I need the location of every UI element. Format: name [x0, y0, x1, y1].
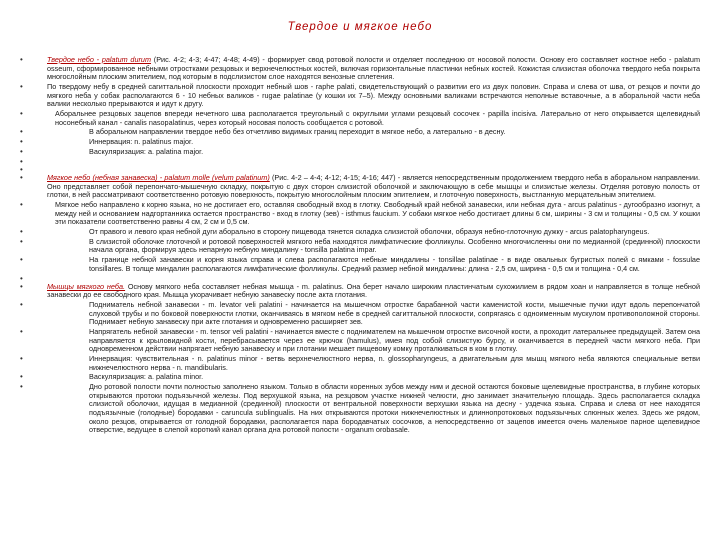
- paragraph: [20, 383, 700, 435]
- paragraph: [20, 201, 700, 227]
- paragraph-body: Основу мягкого неба составляет небная мышца - m. palatinus. Она берет начало широким пластинчатым сухожилием в рядом хоан и направляется в толще небной занавески до ее свободного края. Мышца укорачивает небную занавеску после акта глотания.: [47, 281, 700, 300]
- paragraph: [20, 275, 700, 282]
- bullet-marker: •: [20, 273, 23, 283]
- bullet-marker: •: [20, 108, 23, 118]
- bullet-marker: •: [20, 55, 23, 64]
- paragraph-text: [47, 174, 700, 200]
- paragraph-text: [47, 283, 700, 300]
- empty-line: [47, 158, 700, 165]
- bullet-marker: •: [20, 156, 23, 166]
- bullet-marker: •: [20, 382, 23, 392]
- paragraph-text: [89, 328, 700, 354]
- section-heading: Мышцы мягкого неба.: [47, 281, 126, 291]
- bullet-marker: •: [20, 137, 23, 147]
- paragraph: [20, 256, 700, 273]
- document-body: [20, 56, 700, 436]
- bullet-marker: •: [20, 236, 23, 246]
- paragraph-body: В слизистой оболочке глоточной и ротовой поверхностей мягкого неба находятся лимфатические фолликулы. Особенно многочисленны они по медианной (срединной) плоскости начала органа, формируя здесь непарную небную миндалину - tonsilla palatina impar.: [89, 236, 700, 255]
- paragraph-text: [47, 56, 700, 82]
- bullet-marker: •: [20, 281, 23, 291]
- paragraph-text: [89, 228, 700, 237]
- paragraph: [20, 238, 700, 255]
- paragraph: [20, 355, 700, 372]
- paragraph-text: [89, 355, 700, 372]
- paragraph-text: [89, 373, 700, 382]
- bullet-marker: •: [20, 81, 23, 91]
- bullet-marker: •: [20, 354, 23, 363]
- paragraph: [20, 148, 700, 157]
- paragraph-body: В аборальном направлении твердое небо без отчетливо видимых границ переходит в мягкое небо, а латерально - в десну.: [89, 127, 506, 137]
- paragraph-body: Дно ротовой полости почти полностью заполнено языком. Только в области коренных зубов между ним и десной остаются боковые щелевидные пространства, в глубине которых открываются протоки подъязычной железы. Под верхушкой языка, на резцовом участке нижней челюсти, дно занимает значительную площадь. Здесь располагается складка слизистой оболочки, идущая в медианной (срединной) плоскости от вентральной поверхности верхушки языка на десну - уздечка языка. Справа и слева от нее находятся подъязычные (голодные) бородавки - caruncula sublingualis. На них открываются протоки нижнечелюстных и длиннопротоковых подъязычных слюнных желез. Здесь же рядом, около резцов, открывается от голодной бородавки, располагается пара бородавчатых сосочков, а непосредственно от зацепов имеется очень маленькое парное щелевидное отверстие, ведущее в слепой короткий канал органа дна ротовой полости - organum orobasale.: [89, 382, 700, 435]
- paragraph: [20, 166, 700, 173]
- paragraph-text: [55, 110, 700, 127]
- paragraph-text: [55, 201, 700, 227]
- paragraph-body: (Рис. 4-2 – 4-4; 4-12; 4-15; 4-16; 447) - является непосредственным продолжением твердого неба в аборальном направлении. Оно представляет собой перепончато-мышечную складку, покрытую с двух сторон слизистой оболочкой и заключающую в себе мышцы и слизистые железы. Отделяя ротовую полость от глотки, в ней рассматривают соответственно ротовую поверхность, покрытую многослойным плоским эпителием, и глоточную поверхность, выстланную мерцательным эпителием.: [47, 173, 700, 200]
- paragraph-body: Иннервация: n. palatinus major.: [89, 137, 194, 147]
- bullet-marker: •: [20, 127, 23, 137]
- bullet-marker: •: [20, 200, 23, 209]
- paragraph-body: Аборальнее резцовых зацепов впереди нечетного шва располагается треугольный с округлыми углами резцовый сосочек - papilla incisiva. Латерально от него открывается щелевидный носонебный канал - canalis nasopalatinus, через который носовая полость сообщается с ротовой.: [55, 108, 700, 127]
- paragraph-body: На границе небной занавески и корня языка справа и слева располагаются небные миндалины - tonsillae palatinae - в виде овальных бугристых полей с ямками - fossulae tonsillares. В толще миндалин располагаются лимфатические фолликулы. Средний размер небной миндалины: длина - 2,5 см, ширина - 0,5 см и толщина - 0,4 см.: [89, 255, 700, 273]
- paragraph-text: [89, 138, 700, 147]
- page-title: Твердое и мягкое небо: [287, 21, 433, 33]
- paragraph-text: [89, 238, 700, 255]
- paragraph-body: От правого и левого края небной дуги аборально в сторону пищевода тянется складка слизистой оболочки, образуя небно-глоточную дужку - arcus palatopharyngeus.: [89, 226, 650, 236]
- paragraph-text: [89, 148, 700, 157]
- bullet-marker: •: [20, 146, 23, 156]
- bullet-marker: •: [20, 300, 23, 310]
- paragraph-body: Васкуляризация: a. palatina minor.: [89, 372, 204, 382]
- paragraph-body: Васкуляризация: a. palatina major.: [89, 146, 204, 156]
- bullet-marker: •: [20, 164, 23, 174]
- paragraph: [20, 83, 700, 109]
- paragraph-body: Иннервация: чувствительная - n. palatinus minor - ветвь верхнечелюстного нерва, n. glossopharyngeus, а двигательным для мышц мягкого неба являются специальные ветви нижнечелюстного нерва - n. mandibularis.: [89, 354, 700, 372]
- paragraph-body: По твердому небу в средней сагиттальной плоскости проходит небный шов - raphe palati, свидетельствующий о развитии его из двух половин. Справа и слева от шва, от резцов и почти до мягкого неба у собак располагаются 6 - 10 небных валиков - rugae palatinae (у кошки их 7–5). Между основными валиками встречаются неполные вставочные, а в аборальной части неба валики несколько прерываются и идут к другу.: [47, 81, 700, 109]
- paragraph: [20, 110, 700, 127]
- paragraph: [20, 138, 700, 147]
- empty-line: [47, 275, 700, 282]
- section-heading: Твердое небо - palatum durum: [47, 55, 151, 64]
- bullet-marker: •: [20, 327, 23, 337]
- paragraph-text: [89, 256, 700, 273]
- paragraph: [20, 128, 700, 137]
- paragraph: [20, 328, 700, 354]
- paragraph-text: [89, 301, 700, 327]
- paragraph: [20, 56, 700, 82]
- paragraph-text: [47, 83, 700, 109]
- bullet-marker: •: [20, 226, 23, 236]
- paragraph-text: [89, 128, 700, 137]
- paragraph-body: Мягкое небо направлено к корню языка, но не достигает его, оставляя свободный вход в глотку. Свободный край небной занавески, или небная дуга - arcus palatinus - дугообразно изогнут, а между ней и основанием надгортанника остается пространство - вход в глотку (зев) - isthmus faucium. У собаки мягкое небо достигает длины 6 см, ширины - 3 см и толщины - 0,5 см. У кошки эти показатели соответственно равны 4 см, 2 см и 0,5 см.: [55, 200, 700, 227]
- bullet-marker: •: [20, 372, 23, 382]
- section-heading: Мягкое небо (небная занавеска) - palatum molle (velum palatinum): [47, 173, 270, 183]
- bullet-marker: •: [20, 255, 23, 265]
- paragraph: [20, 283, 700, 300]
- paragraph: [20, 174, 700, 200]
- paragraph: [20, 158, 700, 165]
- paragraph: [20, 228, 700, 237]
- empty-line: [47, 166, 700, 173]
- paragraph-body: Подниматель небной занавески - m. levator veli palatini - начинается на мышечном отростке барабанной части каменистой кости, мышечные пучки идут вдоль перепончатой слуховой трубы и по боковой поверхности глотки, оканчиваясь в мягком небе в средней сагиттальной плоскости, сопрягаясь с одноименным мускулом противоположной стороны. Поднимает небную занавеску при акте глотания и одновременно расширяет зев.: [89, 300, 700, 327]
- paragraph-text: [89, 383, 700, 435]
- paragraph: [20, 373, 700, 382]
- bullet-marker: •: [20, 173, 23, 183]
- paragraph-body: (Рис. 4-2; 4-3; 4-47; 4-48; 4-49) - формирует свод ротовой полости и отделяет последнюю от носовой полости. Основу его составляет костное небо - palatum osseum, сформированное небными отростками резцовых и верхнечелюстных костей, включая горизонтальные пластинки небных костей. Кожистая слизистая оболочка твердого неба покрыта многослойным плоским эпителием, под которым в подслизистом слое находятся венозные сплетения.: [47, 55, 700, 82]
- paragraph-body: Напрягатель небной занавески - m. tensor veli palatini - начинается вместе с поднимателем на мышечном отростке височной кости, а проходит латеральнее предыдущей. Затем она направляется к крыловидной кости, перебрасывается через ее крючок (hamulus), имея под собой слизистую бурсу, и оканчивается в передней части мягкого неба. При одновременном действии напрягает небную занавеску и при глотании мешает пищевому комку проталкиваться в ком в глотку.: [89, 327, 700, 354]
- paragraph: [20, 301, 700, 327]
